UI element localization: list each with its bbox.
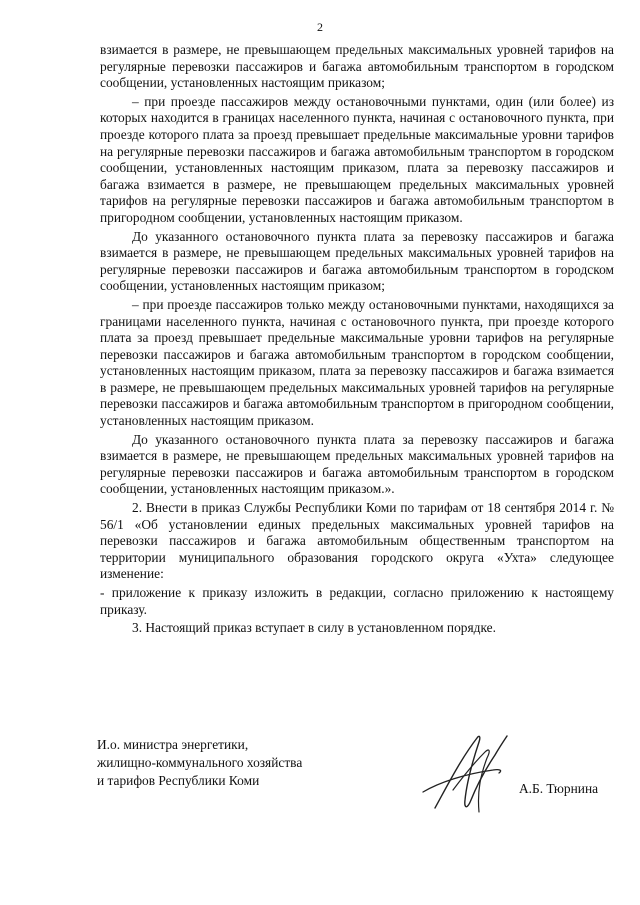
handwritten-signature [415, 730, 515, 820]
paragraph-8: 3. Настоящий приказ вступает в силу в установленном порядке. [132, 620, 496, 636]
signatory-position-line-2: жилищно-коммунального хозяйства [97, 755, 303, 770]
paragraph-4: – при проезде пассажиров только между остановочными пунктами, находящихся за границами населенного пункта, начиная с остановочного пункта, при проезде которого плата за проезд превышает предельные максимальные уровни тарифов на регулярные перевозки пассажиров и багажа автомобильным транспортом в городском сообщении, установленных настоящим приказом, плата за перевозку пассажиров и багажа взимается в размере, не превышающем предельных максимальных уровней тарифов на регулярные перевозки пассажиров и багажа автомобильным транспортом в пригородном сообщении, установленных настоящим приказом. [100, 296, 614, 429]
paragraph-5: До указанного остановочного пункта плата за перевозку пассажиров и багажа взимается в размере, не превышающем предельных максимальных уровней тарифов на регулярные перевозки пассажиров и багажа автомобильным транспортом в городском сообщении, установленных настоящим приказом.». [100, 431, 614, 497]
paragraph-3: До указанного остановочного пункта плата за перевозку пассажиров и багажа взимается в размере, не превышающем предельных максимальных уровней тарифов на регулярные перевозки пассажиров и багажа автомобильным транспортом в городском сообщении, установленных настоящим приказом; [100, 228, 614, 294]
signatory-position-line-1: И.о. министра энергетики, [97, 737, 249, 752]
page-number: 2 [317, 20, 323, 34]
signatory-position [97, 736, 302, 790]
signatory-position-line-3: и тарифов Республики Коми [97, 773, 260, 788]
document-body [100, 42, 614, 639]
signatory-name: А.Б. Тюрнина [519, 781, 599, 796]
paragraph-1: взимается в размере, не превышающем предельных максимальных уровней тарифов на регулярные перевозки пассажиров и багажа автомобильным транспортом в городском сообщении, установленных настоящим приказом; [100, 42, 614, 91]
paragraph-7: - приложение к приказу изложить в редакции, согласно приложению к настоящему приказу. [100, 585, 614, 617]
paragraph-6: 2. Внести в приказ Службы Республики Коми по тарифам от 18 сентября 2014 г. № 56/1 «Об установлении единых предельных максимальных уровней тарифов на перевозки пассажиров и багажа автомобильным общественным транспортом на территории муниципального образования городского округа «Ухта» следующее изменение: [100, 500, 614, 582]
paragraph-2: – при проезде пассажиров между остановочными пунктами, один (или более) из которых находится в границах населенного пункта, начиная с остановочного пункта, при проезде которого плата за проезд превышает предельные максимальные уровни тарифов на регулярные перевозки пассажиров и багажа автомобильным транспортом в городском сообщении, установленных настоящим приказом, плата за перевозку пассажиров и багажа взимается в размере, не превышающем предельных максимальных уровней тарифов на регулярные перевозки пассажиров и багажа автомобильным транспортом в пригородном сообщении, установленных настоящим приказом. [100, 93, 614, 225]
